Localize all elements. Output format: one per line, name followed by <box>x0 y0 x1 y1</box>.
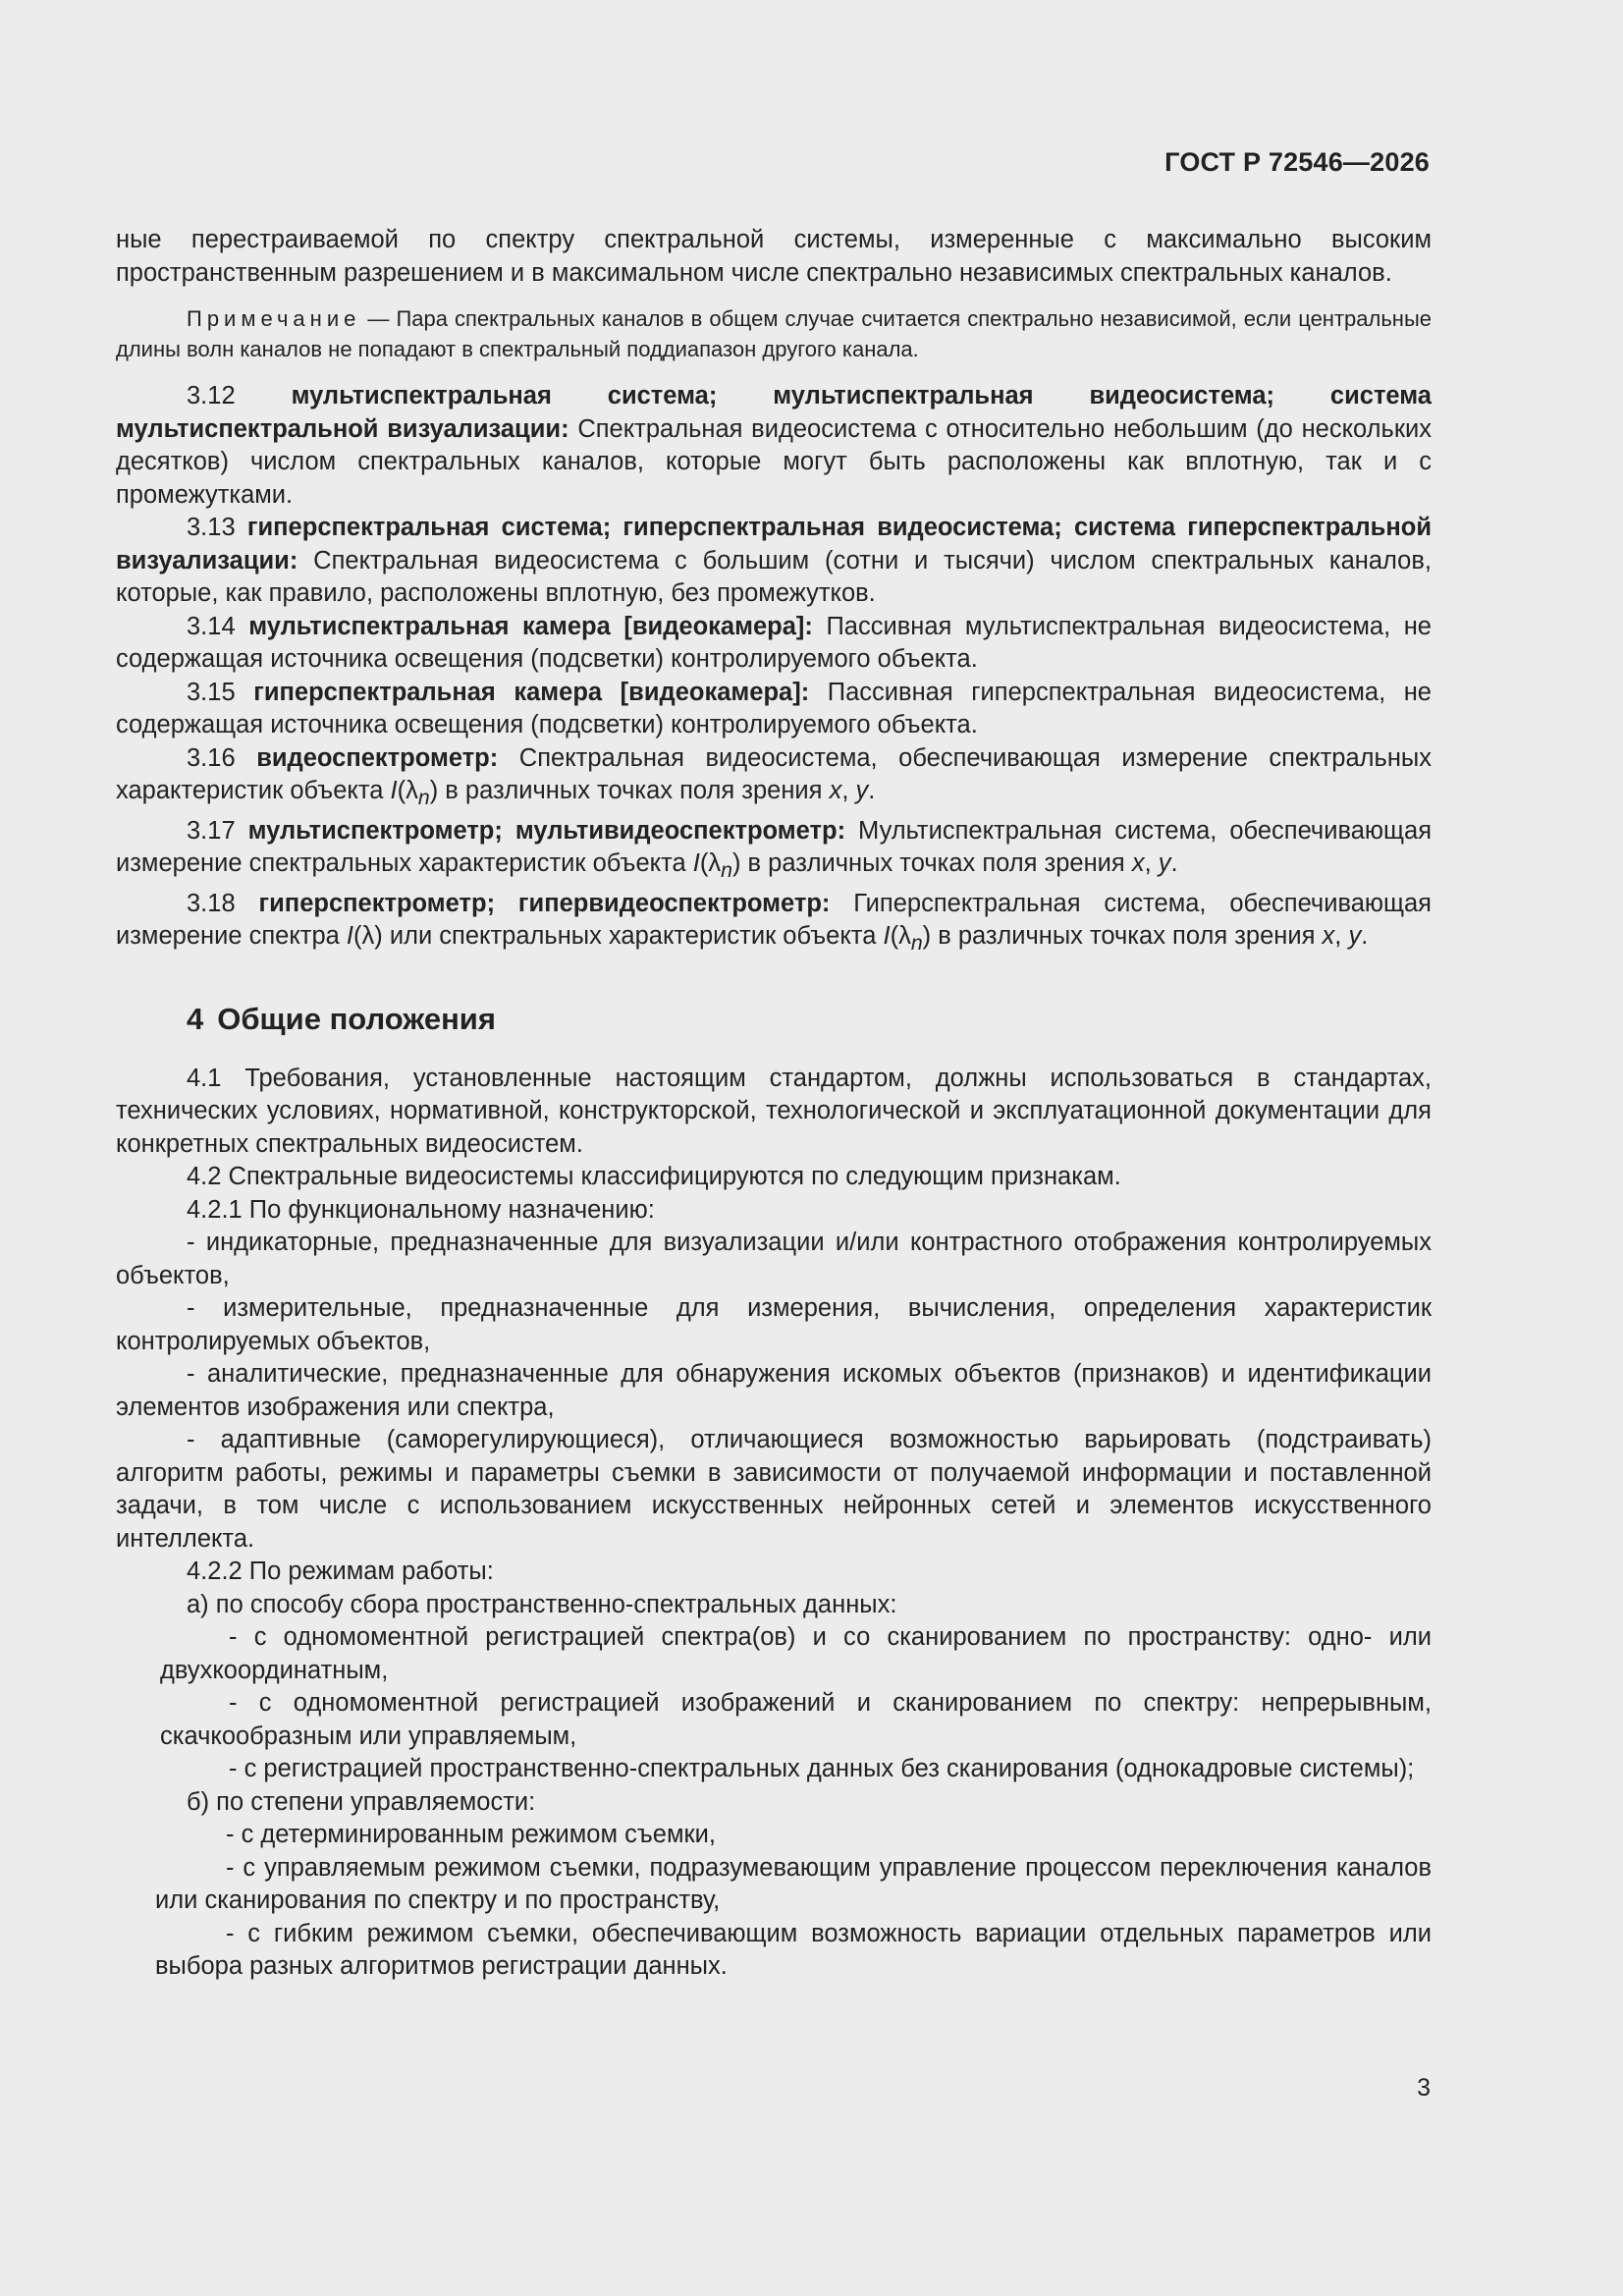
note-paragraph <box>116 303 1432 364</box>
term-title: мультиспектральная камера [видеокамера]: <box>248 612 813 640</box>
term-title: гиперспектрометр; гипервидеоспектрометр: <box>258 889 831 917</box>
formula-I-lambda-n: $I(\lambda_n)$ <box>390 777 439 810</box>
term-definition: Спектральная видеосистема с большим (сотни и тысячи) числом спектральных каналов, которые, как правило, расположены вплотную, без промежутков. <box>116 546 1432 607</box>
list-item: - с детерминированным режимом съемки, <box>226 1821 716 1849</box>
document-body <box>116 224 1432 1984</box>
list-item: - с управляемым режимом съемки, подразумевающим управление процессом переключения каналов или сканирования по спектру и по пространству, <box>155 1853 1432 1915</box>
term-title: видеоспектрометр: <box>256 743 499 772</box>
formula-I-lambda-n: $I(\lambda_n)$ <box>883 922 932 956</box>
term-3-14: 3.14 мультиспектральная камера [видеокамера]: Пассивная мультиспектральная видеосистема, не содержащая источника освещения (подсветки) контролируемого объекта. <box>116 612 1432 673</box>
document-id: ГОСТ Р 72546—2026 <box>1164 147 1430 177</box>
term-title: гиперспектральная камера [видеокамера]: <box>253 678 810 706</box>
list-item: - аналитические, предназначенные для обнаружения искомых объектов (признаков) и идентификации элементов изображения или спектра, <box>116 1360 1432 1421</box>
list-item: - с одномоментной регистрацией спектра(ов) и со сканированием по пространству: одно- или двухкоординатным, <box>160 1623 1432 1684</box>
term-3-13: 3.13 гиперспектральная система; гиперспектральная видеосистема; система гиперспектральной визуализации: Спектральная видеосистема с большим (сотни и тысячи) числом спектральных каналов, которые, как правило, расположены вплотную, без промежутков. <box>116 514 1432 607</box>
list-item: - индикаторные, предназначенные для визуализации и/или контрастного отображения контролируемых объектов, <box>116 1229 1432 1289</box>
section-heading: 4 Общие положения <box>187 1001 496 1036</box>
sublist-b-label: б) по степени управляемости: <box>187 1787 536 1816</box>
term-3-18: 3.18 гиперспектрометр; гипервидеоспектрометр: Гиперспектральная система, обеспечивающая измерение спектра I(λ) или спектральных характеристик объекта $I(\lambda_n)$ в различных точках поля зрения x, y. <box>116 889 1432 956</box>
term-definition: Спектральная видеосистема с относительно небольшим (до нескольких десятков) числом спектральных каналов, которые могут быть расположены как вплотную, так и с промежутками. <box>116 414 1432 509</box>
term-title: гиперспектральная система; гиперспектральная видеосистема; система гиперспектральной визуализации: <box>116 514 1432 574</box>
list-item: - с гибким режимом съемки, обеспечивающим возможность вариации отдельных параметров или выбора разных алгоритмов регистрации данных. <box>155 1919 1432 1981</box>
term-definition: Пассивная мультиспектральная видеосистема, не содержащая источника освещения (подсветки) контролируемого объекта. <box>116 612 1432 673</box>
formula-I-lambda-n: $I(\lambda_n)$ <box>692 849 741 883</box>
term-3-12: 3.12 мультиспектральная система; мультиспектральная видеосистема; система мультиспектральной визуализации: Спектральная видеосистема с относительно небольшим (до нескольких десятков) числом спектральных каналов, которые могут быть расположены как вплотную, так и с промежутками. <box>116 382 1432 509</box>
intro-paragraph: ные перестраиваемой по спектру спектральной системы, измеренные с максимально высоким пространственным разрешением и в максимальном числе спектрально независимых спектральных каналов. <box>116 226 1432 287</box>
term-title: мультиспектральная система; мультиспектральная видеосистема; система мультиспектральной визуализации: <box>116 382 1432 443</box>
note-text: — Пара спектральных каналов в общем случае считается спектрально независимой, если центральные длины волн каналов не попадают в спектральный поддиапазон другого канала. <box>116 306 1432 361</box>
list-item: - адаптивные (саморегулирующиеся), отличающиеся возможностью варьировать (подстраивать) алгоритм работы, режимы и параметры съемки в зависимости от получаемой информации и поставленной задачи, в том числе с использованием искусственных нейронных сетей и элементов искусственного интеллекта. <box>116 1426 1432 1553</box>
term-3-16: 3.16 видеоспектрометр: Спектральная видеосистема, обеспечивающая измерение спектральных характеристик объекта $I(\lambda_n)$ в различных точках поля зрения x, y. <box>116 743 1432 810</box>
term-3-15: 3.15 гиперспектральная камера [видеокамера]: Пассивная гиперспектральная видеосистема, не содержащая источника освещения (подсветки) контролируемого объекта. <box>116 678 1432 738</box>
sublist-a-label: а) по способу сбора пространственно-спектральных данных: <box>187 1590 897 1618</box>
paragraph-4-2-2: 4.2.2 По режимам работы: <box>187 1558 494 1586</box>
formula-I-lambda: I(λ) <box>346 922 383 951</box>
list-item: - измерительные, предназначенные для измерения, вычисления, определения характеристик контролируемых объектов, <box>116 1294 1432 1355</box>
note-label: Примечание <box>187 306 361 331</box>
paragraph-4-1: 4.1 Требования, установленные настоящим стандартом, должны использоваться в стандартах, технических условиях, нормативной, конструкторской, технологической и эксплуатационной документации для конкретных спектральных видеосистем. <box>116 1064 1432 1158</box>
term-3-17: 3.17 мультиспектрометр; мультивидеоспектрометр: Мультиспектральная система, обеспечивающая измерение спектральных характеристик объекта $I(\lambda_n)$ в различных точках поля зрения x, y. <box>116 816 1432 883</box>
term-title: мультиспектрометр; мультивидеоспектрометр: <box>247 816 846 845</box>
page-number: 3 <box>1417 2074 1431 2102</box>
paragraph-4-2-1: 4.2.1 По функциональному назначению: <box>187 1195 655 1224</box>
list-item: - с одномоментной регистрацией изображений и сканированием по спектру: непрерывным, скачкообразным или управляемым, <box>160 1689 1432 1750</box>
list-item: - с регистрацией пространственно-спектральных данных без сканирования (однокадровые системы); <box>229 1755 1415 1783</box>
term-definition: Пассивная гиперспектральная видеосистема, не содержащая источника освещения (подсветки) контролируемого объекта. <box>116 678 1432 738</box>
paragraph-4-2: 4.2 Спектральные видеосистемы классифицируются по следующим признакам. <box>187 1163 1121 1191</box>
